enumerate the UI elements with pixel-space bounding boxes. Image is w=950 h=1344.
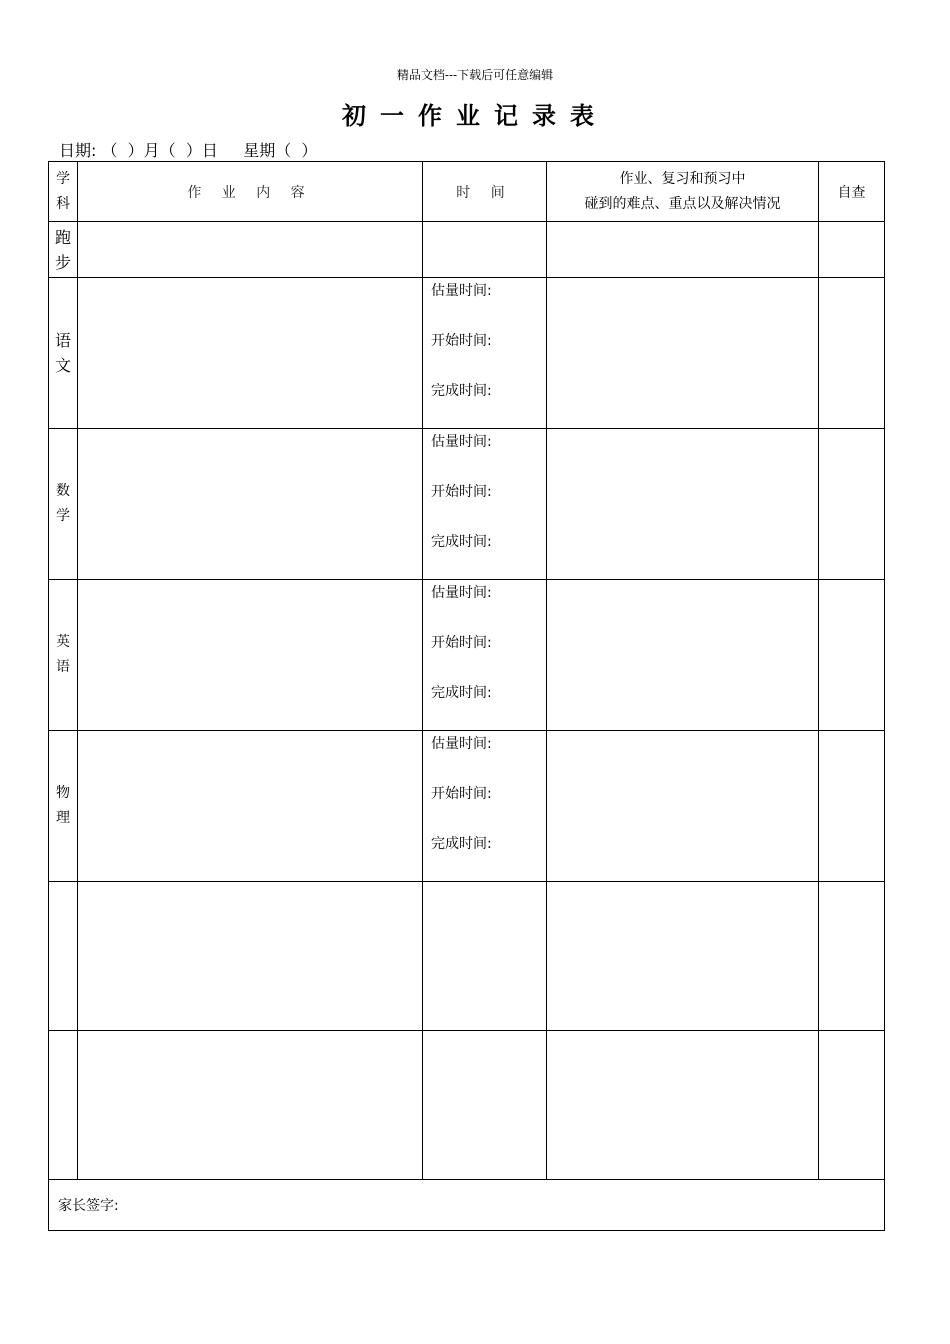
time-cell[interactable] bbox=[423, 882, 547, 1031]
content-cell[interactable] bbox=[78, 882, 423, 1031]
content-cell[interactable] bbox=[78, 731, 423, 882]
notes-cell[interactable] bbox=[547, 731, 819, 882]
table-row-blank bbox=[49, 882, 885, 1031]
self-check-cell[interactable] bbox=[819, 222, 885, 278]
self-check-cell[interactable] bbox=[819, 429, 885, 580]
content-cell[interactable] bbox=[78, 429, 423, 580]
self-check-cell[interactable] bbox=[819, 278, 885, 429]
self-check-cell[interactable] bbox=[819, 731, 885, 882]
table-row-running bbox=[49, 222, 885, 278]
finish-time-label: 完成时间: bbox=[431, 685, 492, 701]
notes-cell[interactable] bbox=[547, 1031, 819, 1180]
subject-cell-math bbox=[49, 429, 78, 580]
subject-char: 跑 bbox=[54, 227, 71, 247]
content-cell[interactable] bbox=[78, 580, 423, 731]
table-row-math bbox=[49, 429, 885, 580]
subject-char: 学 bbox=[56, 508, 70, 524]
subject-char: 步 bbox=[54, 252, 71, 272]
subject-cell-running bbox=[49, 222, 78, 278]
time-cell[interactable] bbox=[423, 278, 547, 429]
content-cell[interactable] bbox=[78, 1031, 423, 1180]
subject-char: 语 bbox=[54, 331, 71, 350]
subject-char: 语 bbox=[56, 659, 70, 675]
subject-char: 数 bbox=[56, 483, 70, 499]
date-line[interactable]: 日期: （ ）月（ ）日 星期（ ） bbox=[59, 141, 318, 160]
time-cell[interactable] bbox=[423, 222, 547, 278]
parent-signature-cell[interactable] bbox=[49, 1180, 885, 1231]
subject-char: 英 bbox=[56, 634, 70, 650]
estimated-time-label: 估量时间: bbox=[431, 736, 492, 752]
parent-signature-label: 家长签字: bbox=[58, 1198, 119, 1214]
notes-cell[interactable] bbox=[547, 222, 819, 278]
subject-cell-english bbox=[49, 580, 78, 731]
notes-cell[interactable] bbox=[547, 580, 819, 731]
header-note: 精品文档---下载后可任意编辑 bbox=[396, 68, 554, 82]
table-row-chinese bbox=[49, 278, 885, 429]
page-title: 初一作业记录表 bbox=[342, 101, 608, 130]
start-time-label: 开始时间: bbox=[431, 635, 492, 651]
subject-cell-physics bbox=[49, 731, 78, 882]
time-cell[interactable] bbox=[423, 1031, 547, 1180]
start-time-label: 开始时间: bbox=[431, 484, 492, 500]
parent-signature-row bbox=[49, 1180, 885, 1231]
subject-char: 文 bbox=[54, 356, 71, 375]
estimated-time-label: 估量时间: bbox=[431, 283, 492, 299]
header-subject-char-2: 科 bbox=[56, 195, 70, 212]
header-self-check: 自查 bbox=[819, 162, 885, 222]
notes-cell[interactable] bbox=[547, 278, 819, 429]
header-subject-char-1: 学 bbox=[56, 170, 70, 187]
header-notes-line-2: 碰到的难点、重点以及解决情况 bbox=[584, 195, 781, 212]
time-cell[interactable] bbox=[423, 580, 547, 731]
table-row-physics bbox=[49, 731, 885, 882]
header-content: 作 业 内 容 bbox=[78, 162, 423, 222]
subject-char: 物 bbox=[56, 785, 70, 801]
content-cell[interactable] bbox=[78, 222, 423, 278]
header-time: 时 间 bbox=[423, 162, 547, 222]
content-cell[interactable] bbox=[78, 278, 423, 429]
homework-table bbox=[48, 161, 885, 1231]
table-header-row bbox=[49, 162, 885, 222]
table-row-blank bbox=[49, 1031, 885, 1180]
self-check-cell[interactable] bbox=[819, 580, 885, 731]
subject-cell-chinese bbox=[49, 278, 78, 429]
start-time-label: 开始时间: bbox=[431, 333, 492, 349]
self-check-cell[interactable] bbox=[819, 882, 885, 1031]
time-cell[interactable] bbox=[423, 731, 547, 882]
header-subject bbox=[49, 162, 78, 222]
notes-cell[interactable] bbox=[547, 882, 819, 1031]
subject-cell-blank[interactable] bbox=[49, 882, 78, 1031]
notes-cell[interactable] bbox=[547, 429, 819, 580]
finish-time-label: 完成时间: bbox=[431, 534, 492, 550]
estimated-time-label: 估量时间: bbox=[431, 585, 492, 601]
header-notes bbox=[547, 162, 819, 222]
finish-time-label: 完成时间: bbox=[431, 383, 492, 399]
start-time-label: 开始时间: bbox=[431, 786, 492, 802]
subject-cell-blank[interactable] bbox=[49, 1031, 78, 1180]
subject-char: 理 bbox=[56, 810, 70, 826]
table-row-english bbox=[49, 580, 885, 731]
estimated-time-label: 估量时间: bbox=[431, 434, 492, 450]
header-notes-line-1: 作业、复习和预习中 bbox=[619, 170, 746, 187]
self-check-cell[interactable] bbox=[819, 1031, 885, 1180]
finish-time-label: 完成时间: bbox=[431, 836, 492, 852]
time-cell[interactable] bbox=[423, 429, 547, 580]
